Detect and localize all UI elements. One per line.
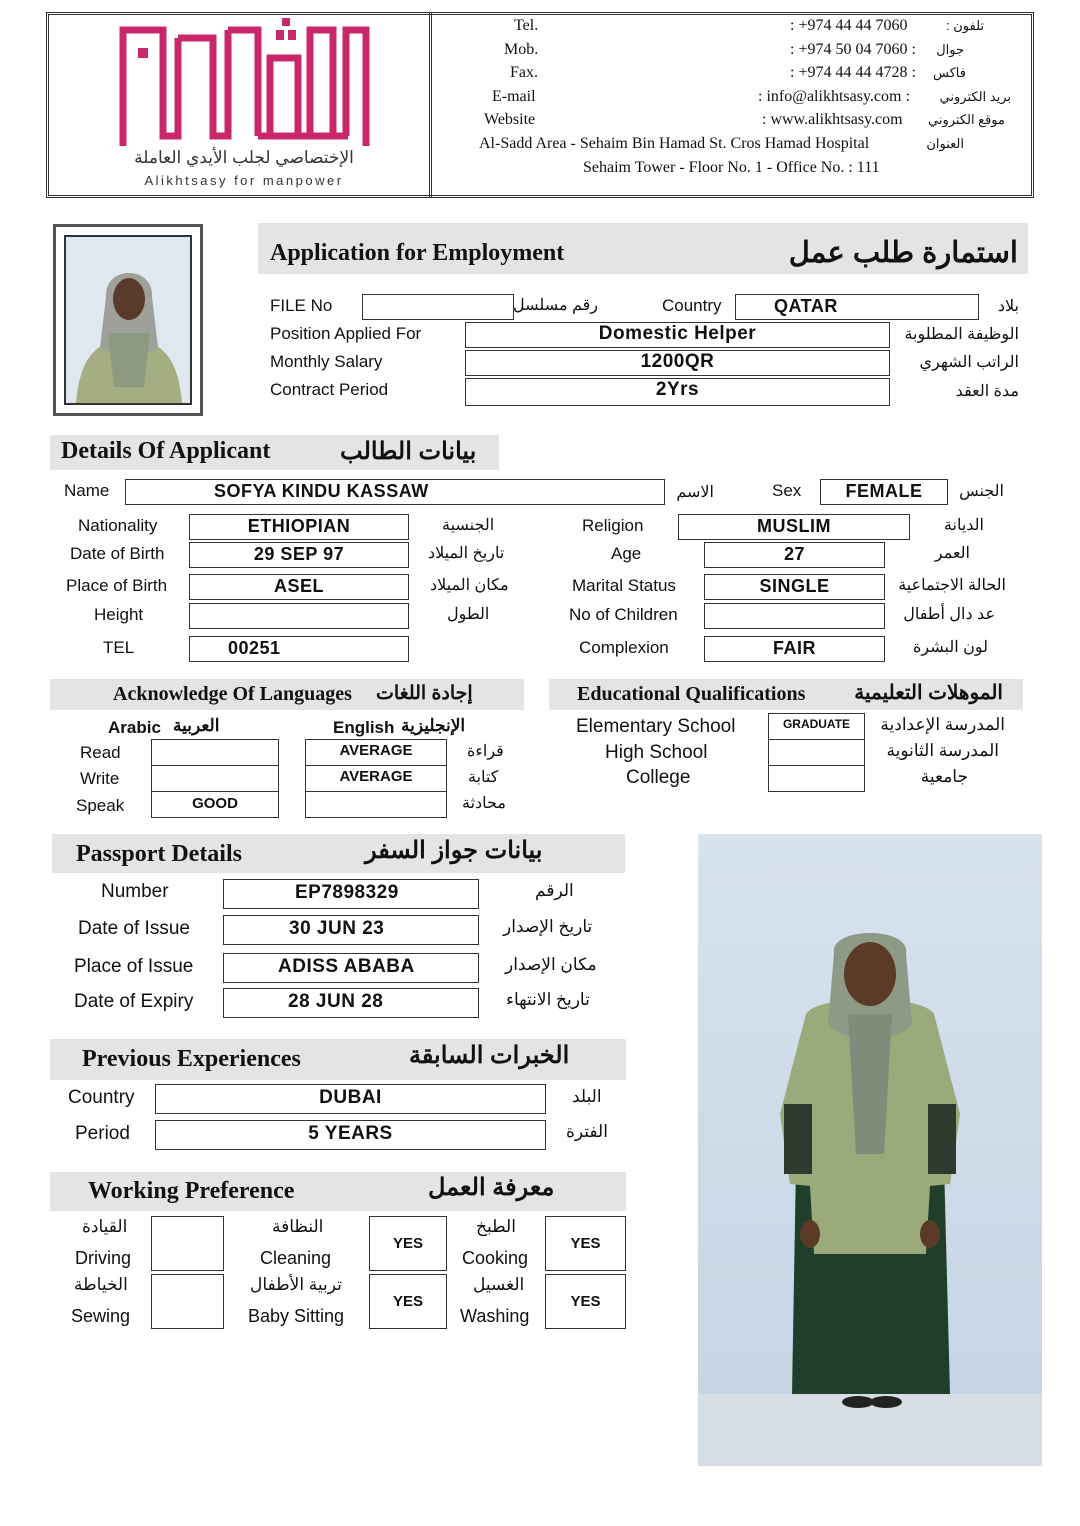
sex-field[interactable]: FEMALE	[820, 479, 948, 505]
babysitting-label: Baby Sitting	[248, 1306, 345, 1326]
elementary-label: Elementary School	[576, 716, 736, 737]
position-field[interactable]: Domestic Helper	[465, 322, 890, 348]
sewing-cell[interactable]	[151, 1274, 224, 1329]
name-field[interactable]: SOFYA KINDU KASSAW	[125, 479, 665, 505]
contact-email-ar: بريد الكتروني	[939, 89, 1011, 104]
salary-ar: الراتب الشهري	[919, 354, 1019, 371]
salary-field[interactable]: 1200QR	[465, 350, 890, 376]
college-ar: جامعية	[920, 767, 968, 786]
contact-email-value: : info@alikhtsasy.com :	[758, 88, 910, 105]
arabic-write-cell[interactable]	[151, 765, 279, 792]
sex-label: Sex	[772, 481, 802, 500]
form-title-ar: استمارة طلب عمل	[788, 237, 1018, 269]
issue-date-label: Date of Issue	[78, 918, 190, 939]
file-no-ar: رقم مسلسل	[513, 297, 598, 314]
preference-title-ar: معرفة العمل	[428, 1174, 555, 1201]
dob-field[interactable]: 29 SEP 97	[189, 542, 409, 568]
exp-country-field[interactable]: DUBAI	[155, 1084, 546, 1114]
nationality-ar: الجنسية	[442, 517, 495, 534]
applicant-photo-small	[53, 224, 203, 416]
issue-place-ar: مكان الإصدار	[505, 955, 597, 974]
washing-ar: الغسيل	[473, 1275, 525, 1294]
religion-ar: الديانة	[943, 517, 984, 534]
religion-field[interactable]: MUSLIM	[678, 514, 910, 540]
cooking-cell[interactable]: YES	[545, 1216, 626, 1271]
nationality-field[interactable]: ETHIOPIAN	[189, 514, 409, 540]
marital-field[interactable]: SINGLE	[704, 574, 885, 600]
read-label: Read	[80, 743, 121, 762]
education-title-en: Educational Qualifications	[577, 683, 806, 705]
contact-address-line2: Sehaim Tower - Floor No. 1 - Office No. : 111	[583, 159, 880, 176]
children-label: No of Children	[569, 605, 678, 624]
sex-ar: الجنس	[959, 483, 1004, 500]
contact-website-label: Website	[484, 111, 536, 128]
age-field[interactable]: 27	[704, 542, 885, 568]
file-no-label: FILE No	[270, 296, 333, 315]
contract-label: Contract Period	[270, 380, 389, 399]
children-ar: عد دال أطفال	[903, 606, 995, 623]
driving-ar: القيادة	[82, 1217, 128, 1236]
pob-ar: مكان الميلاد	[430, 577, 509, 594]
religion-label: Religion	[582, 516, 644, 535]
washing-cell[interactable]: YES	[545, 1274, 626, 1329]
speak-ar: محادثة	[462, 795, 506, 812]
college-label: College	[626, 767, 691, 788]
logo-arabic-name: الإختصاصي لجلب الأيدي العاملة	[134, 148, 354, 167]
elementary-ar: المدرسة الإعدادية	[880, 715, 1005, 734]
logo-english-name: Alikhtsasy for manpower	[144, 173, 344, 188]
contract-field[interactable]: 2Yrs	[465, 378, 890, 406]
write-ar: كتابة	[468, 769, 499, 786]
babysitting-cell[interactable]: YES	[369, 1274, 447, 1329]
applicant-title-en: Details Of Applicant	[61, 438, 271, 464]
college-cell[interactable]	[768, 765, 865, 792]
age-label: Age	[611, 544, 642, 563]
english-header-ar: الإنجليزية	[401, 716, 466, 735]
preference-title-en: Working Preference	[88, 1178, 295, 1204]
speak-label: Speak	[76, 796, 125, 815]
salary-label: Monthly Salary	[270, 352, 383, 371]
experience-title-ar: الخبرات السابقة	[409, 1042, 570, 1069]
contact-tel-value: : +974 44 44 7060	[790, 17, 908, 34]
exp-period-field[interactable]: 5 YEARS	[155, 1120, 546, 1150]
cleaning-ar: النظافة	[272, 1217, 324, 1236]
issue-date-ar: تاريخ الإصدار	[503, 917, 593, 936]
dob-label: Date of Birth	[70, 544, 165, 563]
arabic-header-en: Arabic	[108, 718, 161, 737]
languages-title-ar: إجادة اللغات	[376, 683, 473, 704]
languages-title-en: Acknowledge Of Languages	[113, 683, 352, 705]
issue-date-field[interactable]: 30 JUN 23	[223, 915, 479, 945]
nationality-label: Nationality	[78, 516, 158, 535]
tel-label: TEL	[103, 638, 135, 657]
exp-period-ar: الفترة	[566, 1122, 608, 1141]
arabic-header-ar: العربية	[173, 716, 220, 735]
driving-label: Driving	[75, 1248, 132, 1268]
children-field[interactable]	[704, 603, 885, 629]
high-school-cell[interactable]	[768, 739, 865, 766]
cleaning-label: Cleaning	[260, 1248, 332, 1268]
contact-mob-label: Mob.	[504, 41, 539, 58]
contract-ar: مدة العقد	[955, 383, 1019, 400]
expiry-field[interactable]: 28 JUN 28	[223, 988, 479, 1018]
passport-title-ar: بيانات جواز السفر	[365, 837, 543, 864]
position-label: Position Applied For	[270, 324, 422, 343]
name-ar: الاسم	[676, 484, 714, 501]
contact-mob-value: : +974 50 04 7060 :	[790, 41, 916, 58]
high-school-ar: المدرسة الثانوية	[886, 741, 999, 760]
expiry-ar: تاريخ الانتهاء	[506, 990, 590, 1009]
company-logo	[118, 18, 370, 150]
contact-fax-label: Fax.	[510, 64, 538, 81]
contact-fax-value: : +974 44 44 4728 :	[790, 64, 916, 81]
cooking-label: Cooking	[462, 1248, 529, 1268]
arabic-read-cell[interactable]	[151, 739, 279, 766]
issue-place-label: Place of Issue	[74, 956, 194, 977]
english-header-en: English	[333, 718, 395, 737]
issue-place-field[interactable]: ADISS ABABA	[223, 953, 479, 983]
contact-tel-ar: تلفون :	[946, 18, 984, 33]
english-read-cell[interactable]: AVERAGE	[305, 739, 447, 766]
contact-address-ar: العنوان	[926, 136, 964, 151]
applicant-title-ar: بيانات الطالب	[340, 438, 477, 465]
english-speak-cell[interactable]	[305, 791, 447, 818]
washing-label: Washing	[460, 1306, 530, 1326]
passport-number-ar: الرقم	[535, 881, 574, 900]
height-field[interactable]	[189, 603, 409, 629]
complexion-field[interactable]: FAIR	[704, 636, 885, 662]
passport-title-en: Passport Details	[76, 841, 242, 867]
file-no-field[interactable]	[362, 294, 514, 320]
cleaning-cell[interactable]: YES	[369, 1216, 447, 1271]
age-ar: العمر	[934, 545, 970, 562]
babysitting-ar: تربية الأطفال	[250, 1275, 342, 1294]
arabic-speak-cell[interactable]: GOOD	[151, 791, 279, 818]
letterhead-divider	[429, 12, 432, 198]
contact-address-line1: Al-Sadd Area - Sehaim Bin Hamad St. Cros Hamad Hospital	[479, 135, 870, 152]
marital-label: Marital Status	[572, 576, 676, 595]
cooking-ar: الطبخ	[476, 1217, 516, 1236]
tel-field[interactable]: 00251	[189, 636, 409, 662]
contact-email-label: E-mail	[492, 88, 536, 105]
contact-website-value: : www.alikhtsasy.com	[762, 111, 903, 128]
country-ar: بلاد	[997, 298, 1019, 315]
country-label: Country	[662, 296, 722, 315]
high-school-label: High School	[605, 742, 708, 763]
exp-country-ar: البلد	[572, 1087, 602, 1106]
name-label: Name	[64, 481, 110, 500]
pob-label: Place of Birth	[66, 576, 168, 595]
exp-period-label: Period	[75, 1123, 130, 1144]
contact-website-ar: موقع الكتروني	[927, 112, 1005, 127]
height-ar: الطول	[447, 606, 490, 623]
contact-mob-ar: جوال	[936, 42, 964, 57]
experience-title-en: Previous Experiences	[82, 1046, 301, 1072]
english-write-cell[interactable]: AVERAGE	[305, 765, 447, 792]
form-title-en: Application for Employment	[270, 240, 565, 266]
exp-country-label: Country	[68, 1087, 135, 1108]
height-label: Height	[94, 605, 144, 624]
position-ar: الوظيفة المطلوبة	[904, 326, 1019, 343]
write-label: Write	[80, 769, 120, 788]
complexion-ar: لون البشرة	[913, 639, 988, 656]
dob-ar: تاريخ الميلاد	[428, 545, 505, 562]
read-ar: قراءة	[467, 743, 504, 760]
elementary-cell[interactable]: GRADUATE	[768, 713, 865, 740]
contact-tel-label: Tel.	[514, 17, 539, 34]
sewing-label: Sewing	[71, 1306, 131, 1326]
country-field[interactable]: QATAR	[735, 294, 979, 320]
sewing-ar: الخياطة	[74, 1275, 128, 1294]
passport-number-field[interactable]: EP7898329	[223, 879, 479, 909]
driving-cell[interactable]	[151, 1216, 224, 1271]
complexion-label: Complexion	[579, 638, 669, 657]
pob-field[interactable]: ASEL	[189, 574, 409, 600]
marital-ar: الحالة الاجتماعية	[898, 577, 1006, 594]
contact-fax-ar: فاكس	[933, 65, 966, 80]
education-title-ar: الموهلات التعليمية	[854, 682, 1003, 704]
passport-number-label: Number	[101, 881, 169, 902]
expiry-label: Date of Expiry	[74, 991, 194, 1012]
applicant-photo-full	[698, 834, 1042, 1466]
